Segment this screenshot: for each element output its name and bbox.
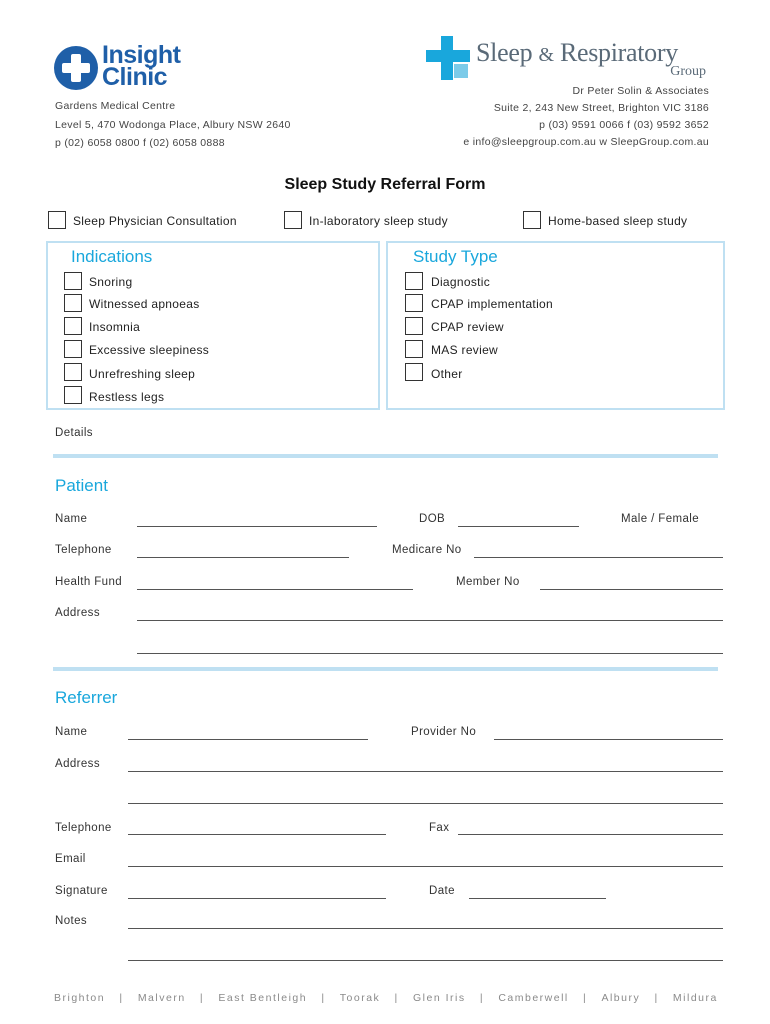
footer-separator: | xyxy=(654,992,659,1004)
footer-location: Malvern xyxy=(137,992,186,1004)
referrer-email-label: Email xyxy=(55,853,86,865)
left-address-line2: Level 5, 470 Wodonga Place, Albury NSW 2640 xyxy=(55,119,291,131)
footer-separator: | xyxy=(582,992,588,1004)
study-type-label: CPAP implementation xyxy=(431,297,553,311)
checkbox-diagnostic[interactable] xyxy=(405,272,423,290)
footer-location: Glen Iris xyxy=(413,992,466,1004)
checkbox-cpap-implementation[interactable] xyxy=(405,294,423,312)
footer-separator: | xyxy=(199,992,205,1004)
srg-logo-group: Group xyxy=(670,64,706,79)
referrer-signature-field[interactable] xyxy=(128,898,386,899)
study-type-title: Study Type xyxy=(413,247,498,266)
insight-logo-line2: Clinic xyxy=(102,63,168,91)
referrer-title: Referrer xyxy=(55,688,118,707)
right-address-line2: Suite 2, 243 New Street, Brighton VIC 3186 xyxy=(493,102,709,114)
study-type-label: Diagnostic xyxy=(431,275,491,289)
indication-label: Snoring xyxy=(89,275,133,289)
footer-location: Brighton xyxy=(54,992,106,1004)
referrer-address-label: Address xyxy=(55,758,100,770)
patient-member-no-field[interactable] xyxy=(540,589,723,590)
checkbox-mas-review[interactable] xyxy=(405,340,423,358)
referrer-telephone-label: Telephone xyxy=(55,822,112,834)
indication-label: Insomnia xyxy=(89,320,141,334)
referrer-telephone-field[interactable] xyxy=(128,834,386,835)
checkbox-insomnia[interactable] xyxy=(64,317,82,335)
indication-label: Excessive sleepiness xyxy=(89,343,210,357)
patient-address-field-2[interactable] xyxy=(137,653,723,654)
footer-separator: | xyxy=(119,992,124,1004)
sleep-respiratory-group-logo xyxy=(424,34,714,84)
patient-dob-field[interactable] xyxy=(458,526,579,527)
indication-label: Unrefreshing sleep xyxy=(89,367,196,381)
patient-telephone-label: Telephone xyxy=(55,544,112,556)
footer-location: Albury xyxy=(601,992,641,1004)
referral-type-label: Home-based sleep study xyxy=(548,214,688,228)
indication-label: Witnessed apnoeas xyxy=(89,297,200,311)
form-title: Sleep Study Referral Form xyxy=(284,176,486,193)
srg-logo-name2: Respiratory xyxy=(559,38,678,67)
section-divider xyxy=(53,454,718,458)
checkbox-cpap-review[interactable] xyxy=(405,317,423,335)
study-type-label: CPAP review xyxy=(431,320,504,334)
checkbox-snoring[interactable] xyxy=(64,272,82,290)
patient-telephone-field[interactable] xyxy=(137,557,349,558)
patient-dob-label: DOB xyxy=(419,513,446,525)
footer-location: Toorak xyxy=(339,992,381,1004)
referrer-address-field-1[interactable] xyxy=(128,771,723,772)
footer-location: Mildura xyxy=(672,992,718,1004)
right-address-line1: Dr Peter Solin & Associates xyxy=(572,85,709,97)
referral-type-label: In-laboratory sleep study xyxy=(309,214,448,228)
patient-medicare-field[interactable] xyxy=(474,557,723,558)
referrer-email-field[interactable] xyxy=(128,866,723,867)
medical-cross-icon xyxy=(54,46,98,90)
referrer-notes-field-1[interactable] xyxy=(128,928,723,929)
referrer-fax-label: Fax xyxy=(429,822,450,834)
right-address-line4: e info@sleepgroup.com.au w SleepGroup.com.au xyxy=(463,136,709,148)
indication-label: Restless legs xyxy=(89,390,165,404)
referrer-provider-no-field[interactable] xyxy=(494,739,723,740)
referrer-provider-no-label: Provider No xyxy=(411,726,477,738)
footer-location: Camberwell xyxy=(498,992,569,1004)
patient-sex-label: Male / Female xyxy=(621,513,700,525)
right-address-line3: p (03) 9591 0066 f (03) 9592 3652 xyxy=(539,119,709,131)
footer-location: East Bentleigh xyxy=(218,992,308,1004)
checkbox-in-laboratory-sleep-study[interactable] xyxy=(284,211,302,229)
srg-logo-name: Sleep xyxy=(476,38,533,67)
checkbox-restless-legs[interactable] xyxy=(64,386,82,404)
study-type-label: MAS review xyxy=(431,343,499,357)
checkbox-other[interactable] xyxy=(405,363,423,381)
referrer-date-field[interactable] xyxy=(469,898,606,899)
left-address-line3: p (02) 6058 0800 f (02) 6058 0888 xyxy=(55,137,225,149)
plus-cross-icon xyxy=(424,34,472,82)
footer-separator: | xyxy=(479,992,485,1004)
referrer-address-field-2[interactable] xyxy=(128,803,723,804)
patient-health-fund-label: Health Fund xyxy=(55,576,123,588)
srg-logo-amp: & xyxy=(538,44,554,66)
patient-address-label: Address xyxy=(55,607,100,619)
referrer-signature-label: Signature xyxy=(55,885,108,897)
details-label: Details xyxy=(55,427,93,439)
patient-name-label: Name xyxy=(55,513,88,525)
checkbox-sleep-physician-consultation[interactable] xyxy=(48,211,66,229)
checkbox-unrefreshing-sleep[interactable] xyxy=(64,363,82,381)
referrer-name-label: Name xyxy=(55,726,88,738)
footer-separator: | xyxy=(321,992,326,1004)
referrer-fax-field[interactable] xyxy=(458,834,723,835)
referrer-name-field[interactable] xyxy=(128,739,368,740)
section-divider xyxy=(53,667,718,671)
checkbox-excessive-sleepiness[interactable] xyxy=(64,340,82,358)
patient-medicare-label: Medicare No xyxy=(392,544,462,556)
referrer-notes-label: Notes xyxy=(55,915,88,927)
insight-clinic-logo xyxy=(54,41,204,92)
patient-name-field[interactable] xyxy=(137,526,377,527)
insight-logo-line1: Insight xyxy=(102,41,181,69)
patient-member-no-label: Member No xyxy=(456,576,520,588)
patient-title: Patient xyxy=(55,476,108,495)
footer-separator: | xyxy=(394,992,399,1004)
patient-health-fund-field[interactable] xyxy=(137,589,413,590)
left-address-line1: Gardens Medical Centre xyxy=(55,100,176,112)
footer-locations xyxy=(54,992,718,1004)
referrer-date-label: Date xyxy=(429,885,455,897)
study-type-label: Other xyxy=(431,367,463,381)
referrer-notes-field-2[interactable] xyxy=(128,960,723,961)
checkbox-home-based-sleep-study[interactable] xyxy=(523,211,541,229)
referral-type-label: Sleep Physician Consultation xyxy=(73,214,237,228)
checkbox-witnessed-apnoeas[interactable] xyxy=(64,294,82,312)
indications-title: Indications xyxy=(71,247,153,266)
patient-address-field-1[interactable] xyxy=(137,620,723,621)
